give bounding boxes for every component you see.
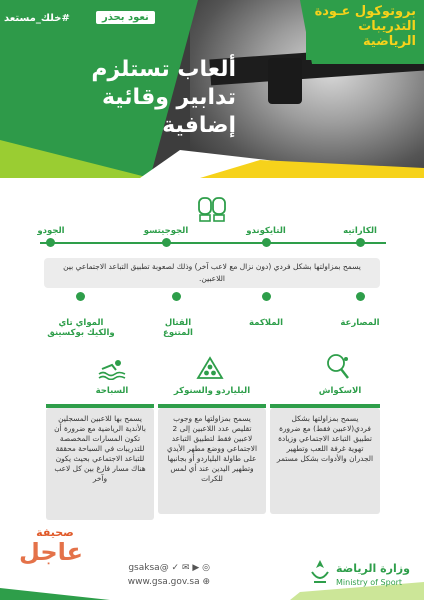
main-title-line2: تدابير وقائية xyxy=(101,85,236,110)
campaign-hashtag: #خلك_مستعد xyxy=(4,13,70,24)
sport-label-karate: الكاراتيه xyxy=(343,226,377,236)
node-boxing xyxy=(262,292,271,301)
node-muaythai xyxy=(76,292,85,301)
ministry-name-en: Ministry of Sport xyxy=(336,578,403,587)
squash-racket-icon xyxy=(326,354,350,380)
billiards-icon xyxy=(196,356,224,380)
node-judo xyxy=(46,238,55,247)
social-handle[interactable] xyxy=(100,563,210,573)
globe-icon: ⊕ xyxy=(199,577,210,587)
sport-label-mma: القتال المتنوع xyxy=(163,318,193,338)
watermark-text: صحيفة xyxy=(36,526,74,539)
combat-connector-line xyxy=(40,242,386,244)
main-title-line1: ألعاب تستلزم xyxy=(91,57,236,82)
card-squash-accent xyxy=(270,404,380,408)
campaign-badge: نعود بحذر xyxy=(96,11,155,24)
sport-label-wrestling: المصارعة xyxy=(340,318,380,328)
card-text-billiards: يسمح بمزاولتها مع وجوب تقليص عدد اللاعبين إلى 2 لاعبين فقط لتطبيق التباعد الاجتماعي ووضع مطهر الأيدي على طاولة البلياردو أو بجانبها وتطهير اليدين عند أي لمس للكرات xyxy=(166,414,258,483)
ministry-emblem-icon xyxy=(308,558,332,588)
main-title-line3: إضافية xyxy=(162,113,236,138)
social-icons: ◎ ▶ ✉ ✓ xyxy=(168,563,210,573)
website-link[interactable] xyxy=(100,577,210,587)
card-text-swimming: يسمح بها للاعبين المسجلين بالأندية الرياضية مع ضرورة أن تكون المسارات المخصصة للتدريبات في السباحة محققة للتباعد الاجتماعي بحيث يكون هناك مسار فارغ بين كل لاعب وآخر xyxy=(54,414,146,483)
card-title-swimming: السباحة xyxy=(95,386,129,396)
sport-label-boxing: الملاكمة xyxy=(248,318,284,328)
node-karate xyxy=(356,238,365,247)
node-taekwondo xyxy=(262,238,271,247)
main-title xyxy=(46,56,236,140)
website-text: www.gsa.gov.sa xyxy=(127,577,200,587)
boxing-gloves-icon xyxy=(196,194,228,224)
card-billiards-accent xyxy=(158,404,266,408)
combat-rule-text: يسمح بمزاولتها بشكل فردي (دون نزال مع لاعب آخر) وذلك لصعوبة تطبيق التباعد الاجتماعي بين اللاعبين. xyxy=(63,262,361,283)
ministry-name-ar: وزارة الرياضة xyxy=(336,562,410,575)
node-jujitsu xyxy=(162,238,171,247)
watermark-logo: عاجل xyxy=(18,538,84,566)
card-swimming-accent xyxy=(46,404,154,408)
sport-label-muaythai: المواي تاي والكيك بوكسينق xyxy=(47,318,115,338)
sport-label-taekwondo: التايكوندو xyxy=(246,226,286,236)
sport-label-judo: الجودو xyxy=(37,226,65,236)
sport-label-jujitsu: الجوجيتسو xyxy=(143,226,189,236)
swimming-icon xyxy=(98,358,126,380)
node-wrestling xyxy=(356,292,365,301)
card-title-billiards: البلياردو والسنوكر xyxy=(173,386,251,396)
protocol-title: بروتوكول عـودة التدريبات الرياضية xyxy=(314,4,416,49)
card-text-squash: يسمح بمزاولتها بشكل فردي(لاعبين فقط) مع ضرورة تطبيق التباعد الاجتماعي وزيادة تهوية غرفة اللعب وتطهير الجدران والأدوات بشكل مستمر xyxy=(276,414,374,463)
card-title-squash: الاسكواش xyxy=(318,386,362,396)
social-handle-text: @gsaksa xyxy=(128,563,169,573)
node-mma xyxy=(172,292,181,301)
